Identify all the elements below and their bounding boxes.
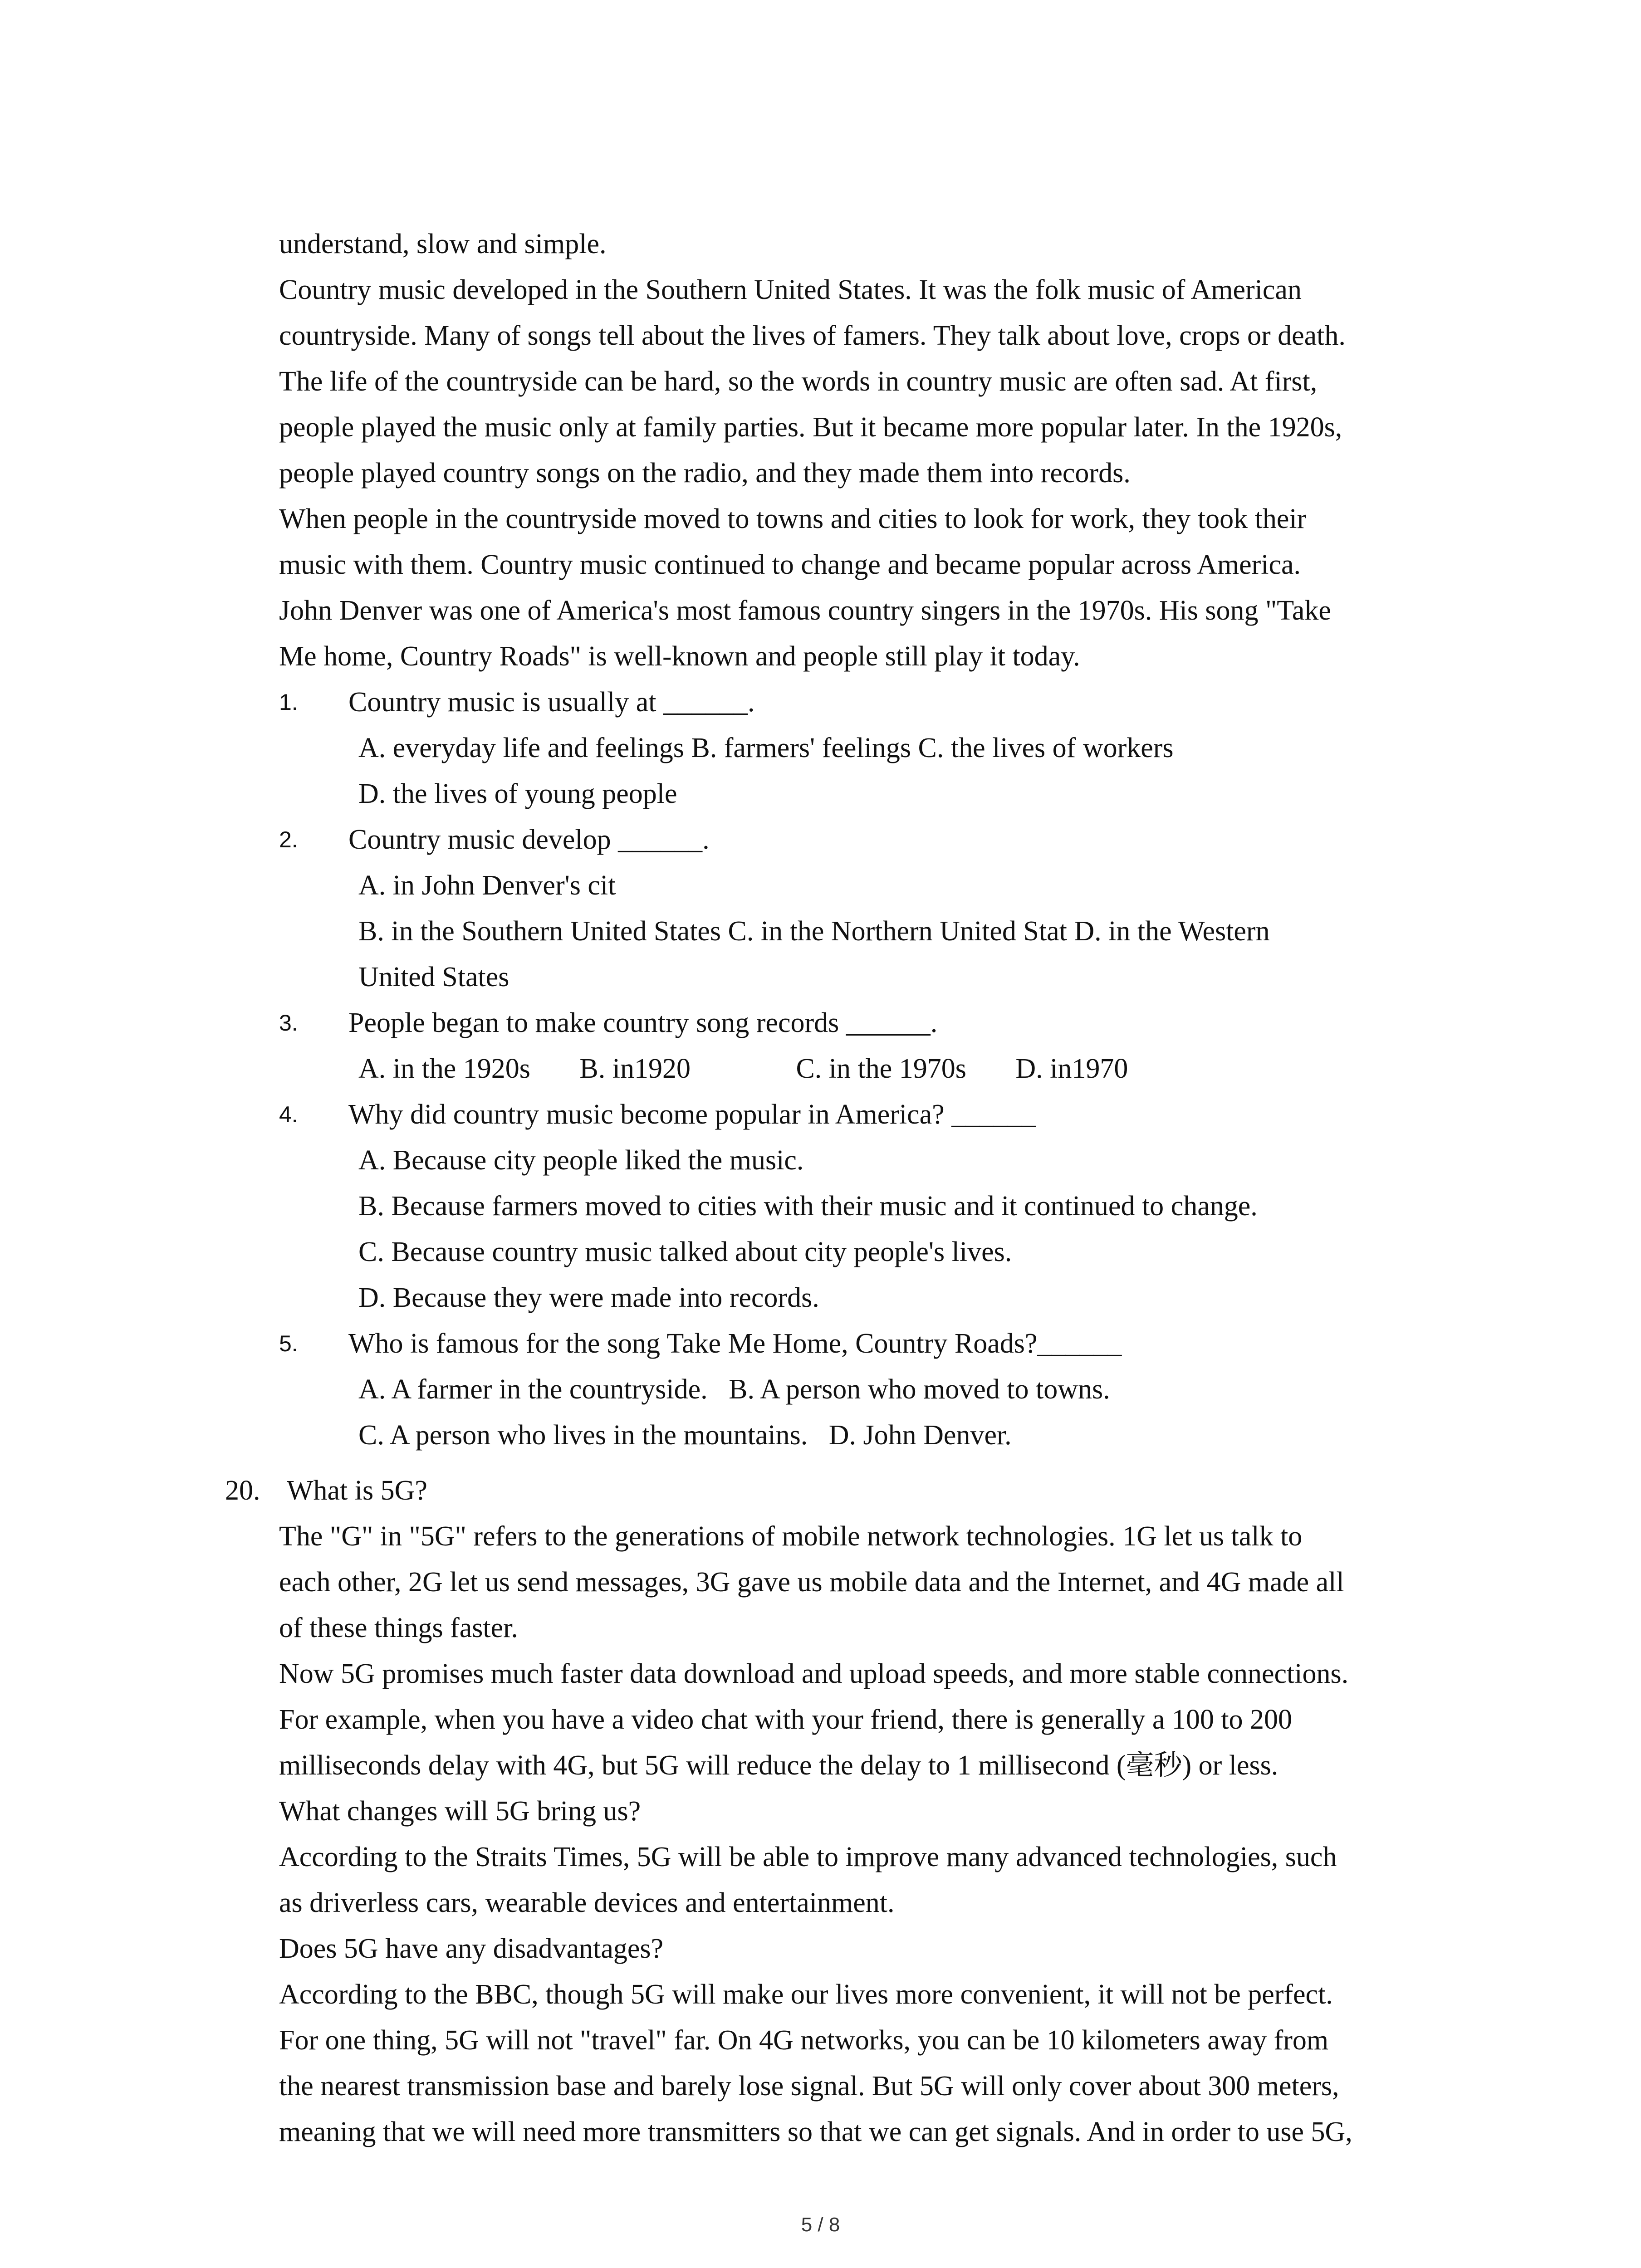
question-number: 3. [279, 1010, 298, 1036]
question-text: Who is famous for the song Take Me Home, Country Roads?______ [348, 1328, 1122, 1359]
passage-line: people played country songs on the radio, and they made them into records. [279, 458, 1131, 489]
question-option: A. in the 1920s B. in1920 C. in the 1970s D. in1970 [358, 1053, 1128, 1084]
passage-line: According to the Straits Times, 5G will be able to improve many advanced technologies, such [279, 1842, 1337, 1872]
question-option: C. Because country music talked about city people's lives. [358, 1237, 1012, 1267]
section-title: What is 5G? [287, 1475, 427, 1506]
question-text: Why did country music become popular in America? ______ [348, 1099, 1036, 1130]
passage-line: countryside. Many of songs tell about the lives of famers. They talk about love, crops or death. [279, 320, 1346, 351]
passage-line: According to the BBC, though 5G will make our lives more convenient, it will not be perfect. [279, 1979, 1333, 2010]
question-option: A. A farmer in the countryside. B. A person who moved to towns. [358, 1374, 1110, 1405]
passage-line: music with them. Country music continued to change and became popular across America. [279, 549, 1301, 580]
passage-line: When people in the countryside moved to towns and cities to look for work, they took their [279, 503, 1307, 534]
passage-line: Now 5G promises much faster data download and upload speeds, and more stable connections. [279, 1658, 1349, 1689]
passage-line: people played the music only at family parties. But it became more popular later. In the 1920s, [279, 412, 1342, 443]
question-text: Country music develop ______. [348, 824, 710, 855]
question-number: 1. [279, 689, 298, 715]
question-option: United States [358, 962, 509, 992]
passage-line: understand, slow and simple. [279, 229, 607, 259]
question-number: 2. [279, 827, 298, 852]
question-option: B. in the Southern United States C. in the Northern United Stat D. in the Western [358, 916, 1270, 947]
passage-line: Country music developed in the Southern United States. It was the folk music of American [279, 274, 1302, 305]
passage-line: meaning that we will need more transmitters so that we can get signals. And in order to use 5G, [279, 2116, 1352, 2147]
question-text: People began to make country song records ______. [348, 1007, 938, 1038]
passage-line: For example, when you have a video chat with your friend, there is generally a 100 to 200 [279, 1704, 1293, 1735]
question-option: A. everyday life and feelings B. farmers' feelings C. the lives of workers [358, 733, 1174, 763]
passage-line: Me home, Country Roads" is well-known and people still play it today. [279, 641, 1080, 672]
passage-line: the nearest transmission base and barely lose signal. But 5G will only cover about 300 meters, [279, 2071, 1339, 2102]
passage-line: What changes will 5G bring us? [279, 1796, 641, 1827]
question-option: B. Because farmers moved to cities with their music and it continued to change. [358, 1191, 1258, 1222]
question-number: 5. [279, 1331, 298, 1356]
passage-line: of these things faster. [279, 1613, 518, 1643]
question-option: A. Because city people liked the music. [358, 1145, 804, 1176]
question-option: C. A person who lives in the mountains. D. John Denver. [358, 1420, 1012, 1451]
passage-line: as driverless cars, wearable devices and entertainment. [279, 1887, 895, 1918]
passage-line: John Denver was one of America's most famous country singers in the 1970s. His song "Take [279, 595, 1331, 626]
question-option: D. the lives of young people [358, 778, 677, 809]
question-option: A. in John Denver's cit [358, 870, 616, 901]
page-number: 5 / 8 [801, 2214, 840, 2236]
question-number: 4. [279, 1102, 298, 1127]
question-option: D. Because they were made into records. [358, 1282, 819, 1313]
passage-line: milliseconds delay with 4G, but 5G will reduce the delay to 1 millisecond (毫秒) or less. [279, 1750, 1279, 1781]
passage-line: For one thing, 5G will not "travel" far. On 4G networks, you can be 10 kilometers away from [279, 2025, 1329, 2056]
passage-line: each other, 2G let us send messages, 3G gave us mobile data and the Internet, and 4G made all [279, 1567, 1344, 1598]
section-number: 20. [225, 1475, 260, 1506]
passage-line: Does 5G have any disadvantages? [279, 1933, 664, 1964]
passage-line: The "G" in "5G" refers to the generations of mobile network technologies. 1G let us talk to [279, 1521, 1303, 1552]
passage-line: The life of the countryside can be hard, so the words in country music are often sad. At first, [279, 366, 1318, 397]
question-text: Country music is usually at ______. [348, 687, 755, 718]
